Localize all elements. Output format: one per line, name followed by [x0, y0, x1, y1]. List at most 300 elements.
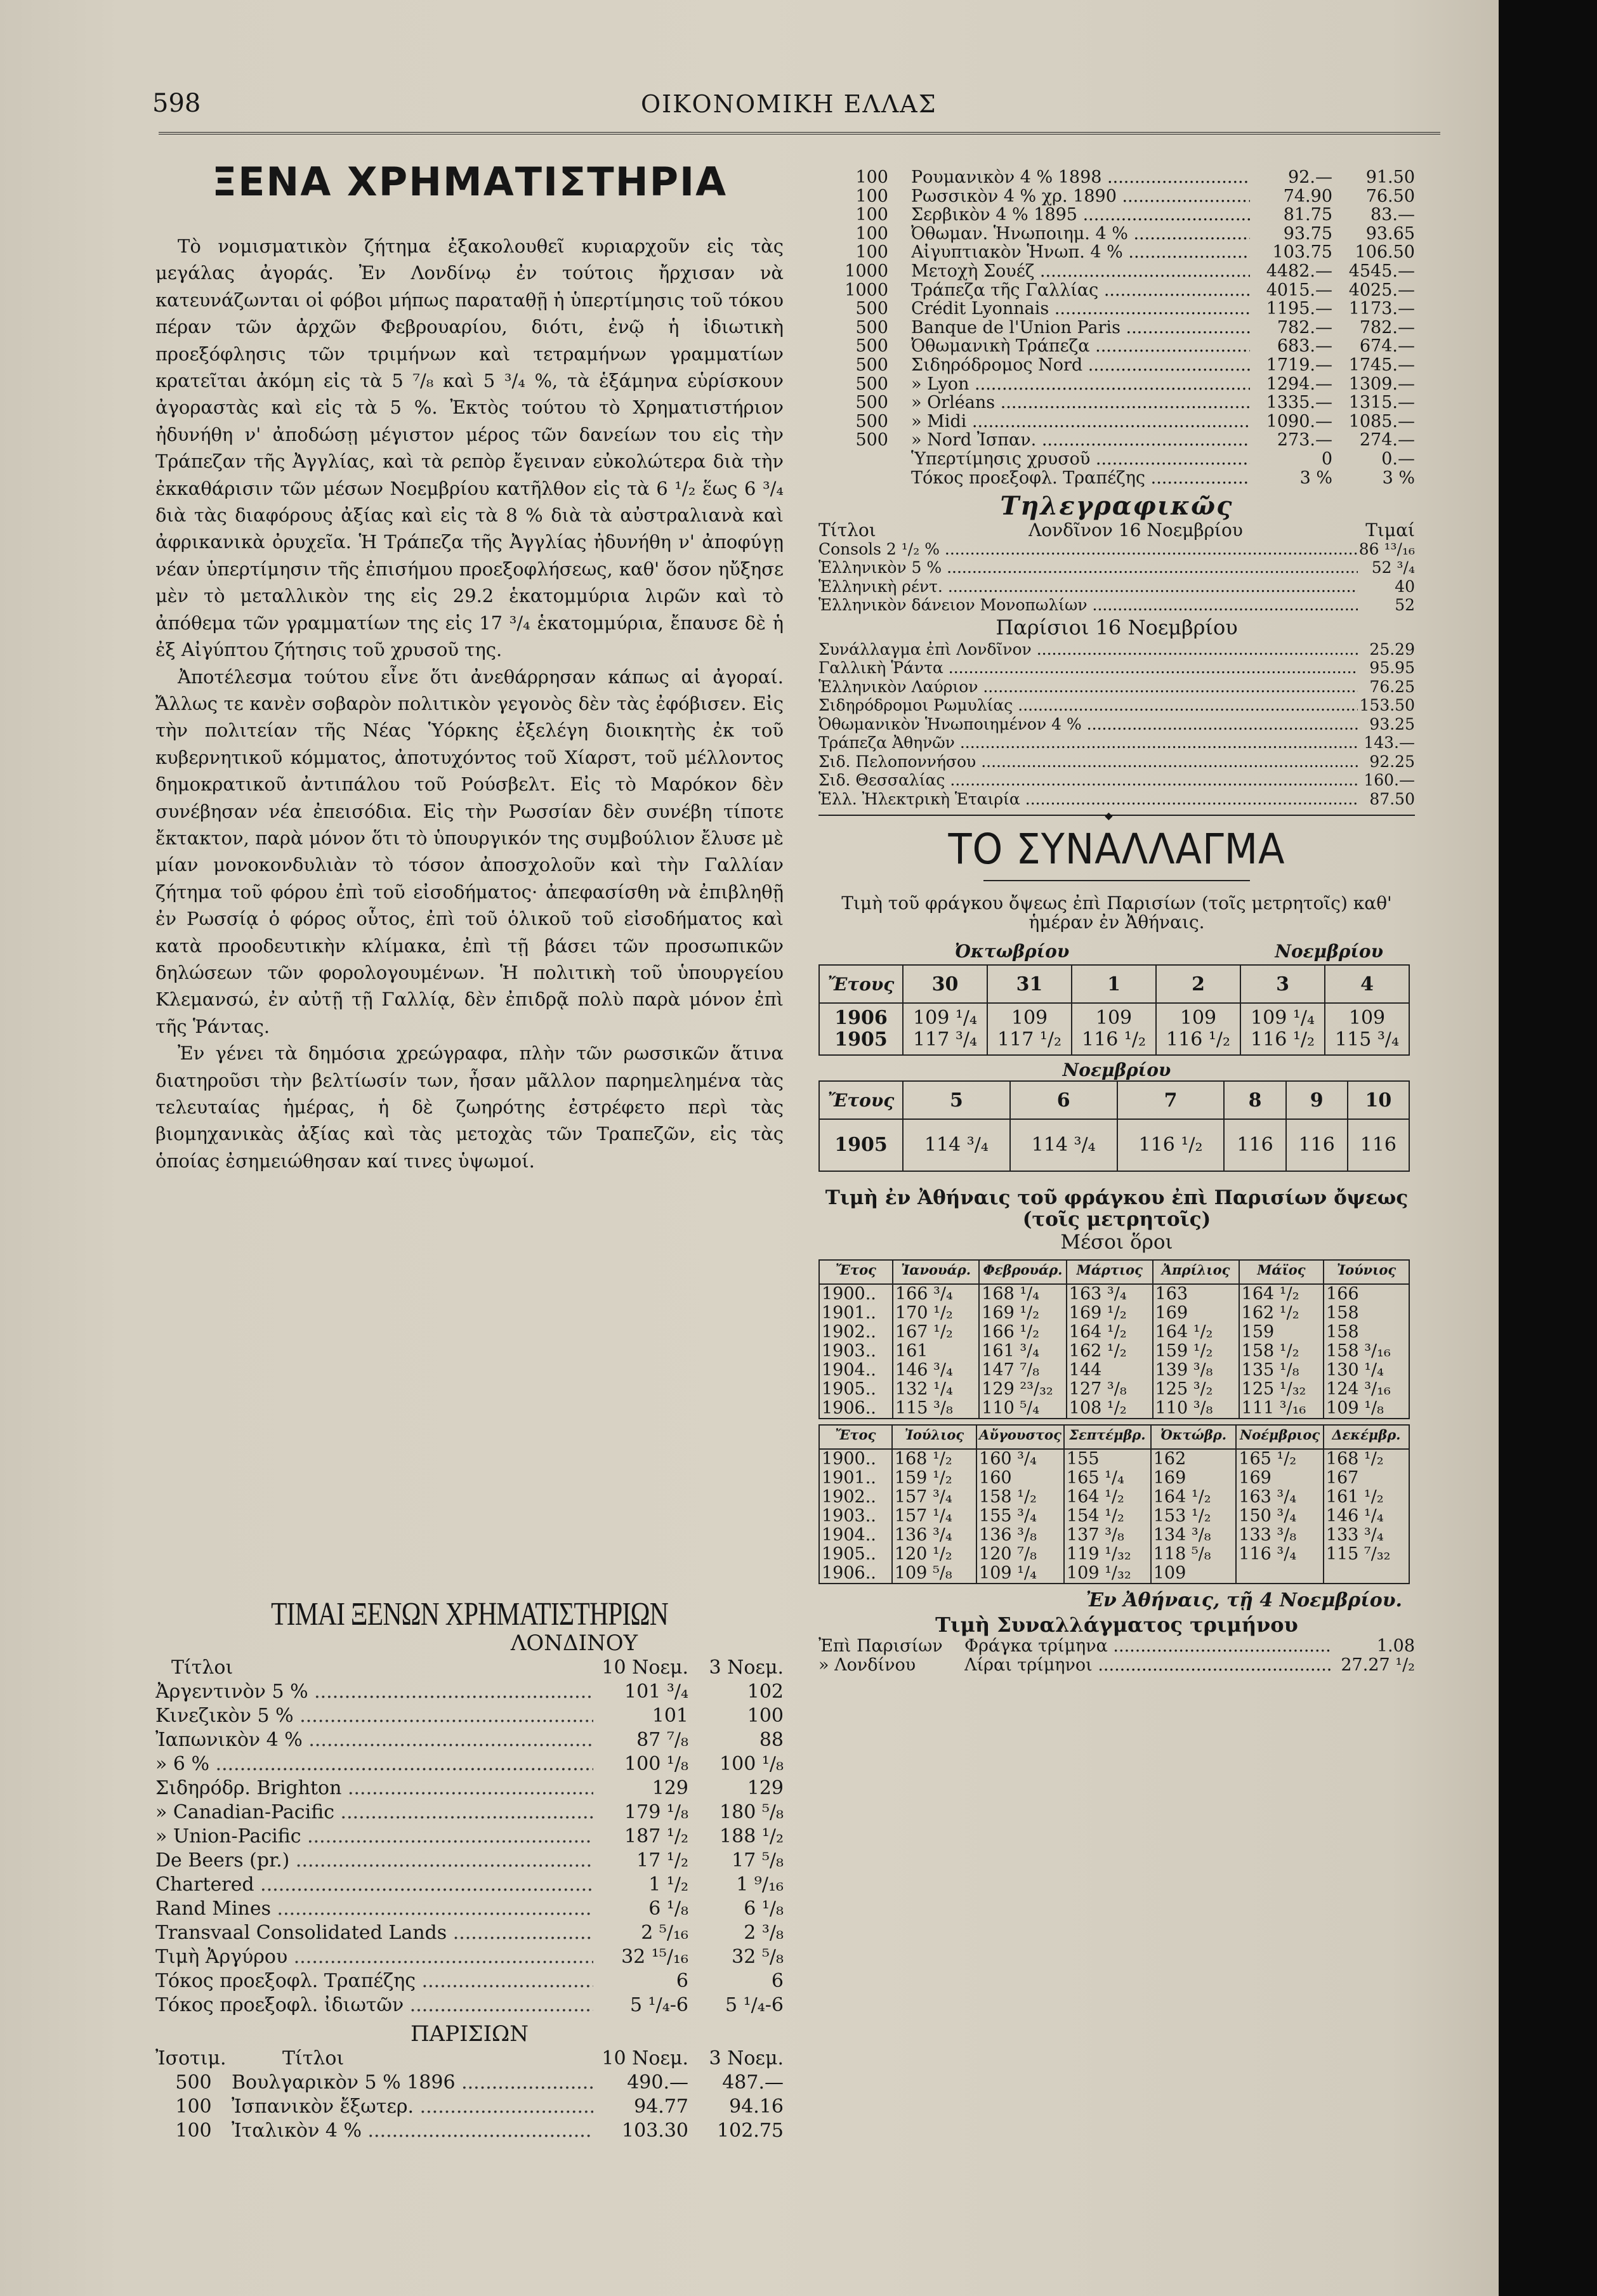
par-value: 1000 [845, 261, 888, 281]
price-previous: 100 [747, 1705, 784, 1727]
month-header: Φεβρουάρ. [979, 1260, 1067, 1284]
average-value: 118 ⁵/₈ [1153, 1544, 1211, 1565]
price-current: 0 [1321, 449, 1332, 469]
rate-value: 109 [1348, 1007, 1386, 1030]
price-previous: 6 ¹/₈ [744, 1898, 784, 1920]
price: 160.— [1364, 771, 1415, 790]
security-name: » Nord Ἰσπαν. ..... [911, 431, 1250, 450]
table-row [819, 1119, 1409, 1171]
security-name: » Orléans ..... [911, 393, 1250, 412]
average-value: 169 [1153, 1468, 1186, 1488]
day-header: 9 [1286, 1081, 1348, 1119]
month-column [1151, 1449, 1237, 1584]
price-current: 100 ¹/₈ [624, 1753, 688, 1775]
average-value: 159 [1241, 1322, 1275, 1342]
price-previous: 129 [747, 1777, 784, 1799]
telegraph-paris-table [818, 640, 1415, 809]
price-previous: 1745.— [1348, 355, 1415, 375]
col-date-a: 10 Νοεμ. [601, 2047, 688, 2070]
price-current: 273.— [1277, 430, 1332, 450]
month-column [1236, 1449, 1324, 1584]
average-value: 109 [1153, 1563, 1186, 1584]
price-previous: 76.50 [1365, 186, 1415, 206]
par-value: 500 [855, 336, 888, 357]
month-header: Ἰούλιος [892, 1425, 976, 1449]
security-name: » Midi ..... [911, 412, 1250, 431]
year-cells [819, 1003, 903, 1055]
telegraph-row [818, 678, 1415, 697]
average-value: 168 ¹/₄ [982, 1284, 1040, 1304]
average-value: 120 ⁷/₈ [979, 1544, 1037, 1565]
rate-value: 116 ¹/₂ [1082, 1028, 1146, 1051]
price-current: 93.75 [1283, 223, 1332, 244]
left-column [155, 159, 784, 1174]
security-name: Σιδηρόδρομος Nord ..... [911, 356, 1250, 375]
year-label: 1901.. [822, 1468, 876, 1488]
year-label: 1905.. [822, 1379, 876, 1400]
rate-cell [987, 1003, 1072, 1055]
paris-row [818, 450, 1415, 469]
security-name: Σερβικὸν 4 % 1895 ..... [911, 206, 1250, 225]
price-current: 3 % [1299, 468, 1332, 488]
price-current: 490.— [627, 2071, 688, 2094]
month-column [1153, 1284, 1239, 1419]
price-previous: 1309.— [1348, 374, 1415, 394]
price-previous: 6 [771, 1970, 784, 1992]
day-header: 8 [1224, 1081, 1285, 1119]
average-value: 165 ¹/₄ [1066, 1468, 1124, 1488]
month-column [1239, 1284, 1324, 1419]
col-title: Τίτλοι [282, 2047, 345, 2070]
telegraph-row [818, 733, 1415, 752]
price-previous: 188 ¹/₂ [720, 1825, 784, 1847]
average-value: 139 ³/₈ [1155, 1360, 1213, 1381]
average-value: 110 ³/₈ [1155, 1398, 1213, 1419]
price: 76.25 [1369, 677, 1415, 696]
average-value: 165 ¹/₂ [1239, 1449, 1297, 1469]
average-value: 147 ⁷/₈ [982, 1360, 1040, 1381]
price-previous: 102.75 [717, 2120, 784, 2142]
fx-rate: 27.27 ¹/₂ [1341, 1655, 1415, 1675]
year-header: Ἔτους [819, 1081, 903, 1119]
security-name: Ἑλληνικὸν Λαύριον ..... [818, 678, 1358, 697]
average-value: 157 ³/₄ [894, 1487, 952, 1507]
daily-rate-table-2 [818, 1080, 1410, 1172]
average-value: 130 ¹/₄ [1326, 1360, 1384, 1381]
security-name: Σιδ. Πελοποννήσου ..... [818, 752, 1358, 771]
fx-place: Ἐπὶ Παρισίων [818, 1636, 943, 1656]
paris-row [818, 225, 1415, 244]
london-row [155, 1945, 784, 1969]
rate-value: 109 [1095, 1007, 1133, 1030]
year-cells [819, 1119, 903, 1171]
london-row [155, 1776, 784, 1801]
average-value: 146 ³/₄ [895, 1360, 953, 1381]
security-name: Τράπεζα τῆς Γαλλίας ..... [911, 281, 1250, 300]
rate-cell [1325, 1003, 1409, 1055]
month-column [976, 1449, 1064, 1584]
telegraph-row [818, 771, 1415, 790]
price: 153.50 [1359, 696, 1415, 715]
table-header-row [819, 1260, 1409, 1284]
london-row [155, 1728, 784, 1752]
month-column [1067, 1284, 1153, 1419]
average-value: 158 [1326, 1322, 1359, 1342]
month-header: Αὔγουστος [976, 1425, 1064, 1449]
year-label: 1906 [834, 1007, 888, 1030]
price-previous: 88 [759, 1729, 784, 1751]
rate-value: 117 ¹/₂ [997, 1028, 1061, 1051]
month-column [1324, 1449, 1409, 1584]
paris-row [818, 431, 1415, 450]
security-name: Ὑπερτίμησις χρυσοῦ ..... [911, 450, 1250, 469]
average-value: 155 ³/₄ [979, 1506, 1037, 1526]
average-value: 158 ³/₁₆ [1326, 1341, 1391, 1361]
telegraph-row [818, 790, 1415, 809]
price-previous: 4025.— [1348, 280, 1415, 300]
london-title: ΛΟΝΔΙΝΟΥ [510, 1630, 638, 1656]
average-value: 111 ³/₁₆ [1241, 1398, 1306, 1419]
price-current: 17 ¹/₂ [636, 1849, 688, 1872]
security-name: Ὀθωμανικὴ Τράπεζα ..... [911, 337, 1250, 356]
average-value: 127 ³/₈ [1068, 1379, 1127, 1400]
security-name: Ὀθωμανικὸν Ἡνωποιημένον 4 % ..... [818, 715, 1358, 734]
paris-row [818, 187, 1415, 206]
average-value: 166 ¹/₂ [982, 1322, 1040, 1342]
price-current: 81.75 [1283, 205, 1332, 225]
price-previous: 674.— [1359, 336, 1415, 357]
rate-cell [1010, 1119, 1117, 1171]
price-current: 1335.— [1266, 393, 1332, 413]
month-header: Μάϊος [1239, 1260, 1324, 1284]
section-title: ΞΕΝΑ ΧΡΗΜΑΤΙΣΤΗΡΙΑ [211, 159, 728, 205]
average-value: 136 ³/₈ [979, 1525, 1037, 1545]
rate-value: 109 [1180, 1007, 1217, 1030]
averages-title: Τιμὴ ἐν Ἀθήναις τοῦ φράγκου ἐπὶ Παρισίων ὄψεως [825, 1186, 1409, 1210]
average-value: 109 ⁵/₈ [894, 1563, 952, 1584]
average-value: 119 ¹/₃₂ [1066, 1544, 1131, 1565]
par-value: 100 [175, 2120, 212, 2142]
security-name: Ρουμανικὸν 4 % 1898 ..... [911, 168, 1250, 187]
average-value: 162 ¹/₂ [1241, 1303, 1299, 1323]
security-name: » Union-Pacific ..... [155, 1825, 593, 1849]
security-name: Ἑλλ. Ἠλεκτρικὴ Ἑταιρία ..... [818, 790, 1358, 809]
telegraph-london-table [818, 540, 1415, 615]
average-value: 109 ¹/₃₂ [1066, 1563, 1131, 1584]
year-label: 1904.. [822, 1360, 876, 1381]
fx-table [818, 1637, 1415, 1674]
par-value: 500 [855, 317, 888, 338]
paris-row [818, 299, 1415, 318]
security-name: Τόκος προεξοφλ. Τραπέζης ..... [911, 469, 1250, 488]
table-header-row [819, 1425, 1409, 1449]
paris-row [818, 412, 1415, 431]
month-header: Ἰανουάρ. [893, 1260, 979, 1284]
security-name: Ἀργεντινὸν 5 % ..... [155, 1680, 593, 1704]
month-column [892, 1449, 976, 1584]
average-value: 162 ¹/₂ [1068, 1341, 1127, 1361]
price-previous: 106.50 [1355, 242, 1415, 263]
average-value: 161 ³/₄ [982, 1341, 1040, 1361]
par-value: 500 [855, 393, 888, 413]
table-body [819, 1449, 1409, 1584]
telegraph-row [818, 558, 1415, 577]
average-value: 168 ¹/₂ [894, 1449, 952, 1469]
average-value: 158 ¹/₂ [1241, 1341, 1299, 1361]
par-value: 500 [855, 411, 888, 431]
rate-value: 116 ¹/₂ [1251, 1028, 1315, 1051]
article-paragraph: Τὸ νομισματικὸν ζήτημα ἐξακολουθεῖ κυριαρχοῦν εἰς τὰς μεγάλας ἀγοράς. Ἐν Λονδίνῳ ἐν τούτοις ἤρχισαν νὰ κατευνάζωνται οἱ φόβοι μήπως παραταθῇ ἡ ὑπερτίμησις τοῦ τόκου πέραν τῶν ἀρχῶν Φεβρουαρίου, διότι, ἐνῷ ἡ ἰδιωτικὴ προεξόφλησις τῶν τριμήνων καὶ τετραμήνων γραμματίων κρατεῖται ἀκόμη εἰς τὰ 5 ⁷/₈ καὶ 5 ³/₄ %, τὰ ἑξάμηνα εὑρίσκουν ἀγοραστὰς καὶ εἰς τὰ 5 %. Ἐκτὸς τούτου τὸ Χρηματιστήριον ἠδυνήθη ν' ἀποδώσῃ μέγιστον μέρος τῶν δανείων του εἰς τὴν Τράπεζαν τῆς Ἀγγλίας, καὶ τὰ ρεπὸρ ἔγειναν εὐκολώτερα διὰ τὴν ἐκκαθάρισιν τῶν μέσων Νοεμβρίου κατῆλθον εἰς τὰ 6 ¹/₂ ἕως 6 ³/₄ διὰ τὰς διαφόρους ἀξίας καὶ εἰς τὰ 8 % διὰ τὰ αὐστραλιανὰ καὶ ἀφρικανικὰ ὀρυχεῖα. Ἡ Τράπεζα τῆς Ἀγγλίας ἠδυνήθη ν' ἀποφύγῃ νέαν ὑπερτίμησιν τῆς ἐπισήμου προεξοφλήσεως, καθ' ὅσον ηὔξησε μὲν τὸ μεταλλικὸν της εἰς 29.2 ἑκατομμύρια λιρῶν καὶ τὸ ἀπόθεμα τῶν γραμματίων της εἰς 17 ³/₄ ἑκατομμύρια, ἔπαυσε δὲ ἡ ἐξ Αἰγύπτου ζήτησις τοῦ χρυσοῦ της. [155, 235, 784, 661]
price: 95.95 [1369, 659, 1415, 678]
average-value: 169 [1239, 1468, 1272, 1488]
daily-rate-table-1 [818, 964, 1410, 1056]
price-current: 6 ¹/₈ [648, 1898, 688, 1920]
london-row [155, 1752, 784, 1776]
par-value: 100 [855, 242, 888, 263]
average-value: 170 ¹/₂ [895, 1303, 953, 1323]
security-name: » Canadian-Pacific ..... [155, 1801, 593, 1825]
average-value: 159 ¹/₂ [1155, 1341, 1213, 1361]
table-body [819, 1284, 1409, 1419]
year-label: 1905 [834, 1134, 888, 1157]
telegraph-title: Τηλεγραφικῶς [1000, 491, 1233, 522]
day-header: 4 [1325, 965, 1409, 1003]
average-value: 124 ³/₁₆ [1326, 1379, 1391, 1400]
par-value: 500 [855, 299, 888, 319]
divider: ◆ [818, 815, 1415, 825]
average-value: 159 ¹/₂ [894, 1468, 952, 1488]
article-paragraph: Ἀποτέλεσμα τούτου εἶνε ὅτι ἀνεθάρρησαν κάπως αἱ ἀγοραί. Ἄλλως τε κανὲν σοβαρὸν πολιτικὸν γεγονὸς δὲν τὰς ἐφόβισεν. Εἰς τὴν πολιτείαν τῆς Νέας Ὑόρκης ἐξελέγη διοικητὴς ἐκ τοῦ κυβερνητικοῦ κόμματος, ἀποτυχόντος τοῦ Χίαρστ, τοῦ μέλλοντος δημοκρατικοῦ ἀντιπάλου τοῦ Ρούσβελτ. Εἰς τὸ Μαρόκον δὲν συνέβησαν νέα ἐπεισόδια. Εἰς τὴν Ρωσσίαν δὲν συνέβη τίποτε ἔκτακτον, παρὰ μόνον ὅτι τὸ ὑπουργικόν της συμβούλιον ἔλυσε μὲ μίαν μονοκονδυλιὰν τὸ τόσον ἀποσχολοῦν καὶ τὴν Γαλλίαν ζήτημα τοῦ φόρου ἐπὶ τοῦ εἰσοδήματος· ἀπεφασίσθη νὰ ἐπιβληθῇ ἐν Ρωσσίᾳ ὁ φόρος οὗτος, ἐπὶ τοῦ ὁλικοῦ τοῦ εἰσοδήματος καὶ κατὰ προοδευτικὴν κλίμακα, ἐπὶ τῇ βάσει τῶν προσωπικῶν δηλώσεων τῶν φορολογουμένων. Ἡ πολιτικὴ τοῦ ὑπουργείου Κλεμανσώ, ἐν αὐτῇ τῇ Γαλλίᾳ, δὲν ἐπιδρᾷ πολὺ παρὰ μόνον ἐπὶ τῆς Ῥάντας. [155, 666, 784, 1037]
monthly-averages-table-1 [818, 1259, 1410, 1419]
average-value: 161 [895, 1341, 928, 1361]
average-value: 166 ³/₄ [895, 1284, 953, 1304]
average-value: 164 ¹/₂ [1068, 1322, 1127, 1342]
year-label: 1906.. [822, 1563, 876, 1584]
security-name: Ἑλληνικὴ ρέντ. ..... [818, 577, 1358, 596]
price-previous: 180 ⁵/₈ [720, 1801, 784, 1823]
price-previous: 274.— [1359, 430, 1415, 450]
telegraph-row [818, 752, 1415, 771]
london-row [155, 1873, 784, 1897]
average-value: 163 [1155, 1284, 1188, 1304]
exchange-title: ΤΟ ΣΥΝΑΛΛΑΓΜΑ [948, 825, 1285, 874]
year-label: 1902.. [822, 1487, 876, 1507]
rate-cell [903, 1003, 987, 1055]
rate-value: 114 ³/₄ [1031, 1134, 1096, 1157]
average-value: 158 [1326, 1303, 1359, 1323]
security-name: Ἰαπωνικὸν 4 % ..... [155, 1728, 593, 1752]
average-value: 168 ¹/₂ [1325, 1449, 1384, 1469]
binding-gutter [1499, 0, 1597, 2296]
rate-value: 116 ¹/₂ [1138, 1134, 1203, 1157]
rate-value: 109 ¹/₄ [1251, 1007, 1315, 1030]
average-value: 166 [1326, 1284, 1359, 1304]
header-rule [159, 132, 1440, 134]
day-header: 7 [1117, 1081, 1225, 1119]
average-value: 164 ¹/₂ [1155, 1322, 1213, 1342]
paris-row [818, 375, 1415, 394]
month-column [893, 1284, 979, 1419]
rate-cell [1348, 1119, 1409, 1171]
security-name: De Beers (pr.) ..... [155, 1849, 593, 1873]
price-current: 4482.— [1266, 261, 1332, 281]
price-current: 101 ³/₄ [624, 1681, 688, 1703]
year-label: 1905.. [822, 1544, 876, 1565]
col-title: Τίτλοι [818, 520, 876, 541]
price: 93.25 [1369, 714, 1415, 733]
price-current: 4015.— [1266, 280, 1332, 300]
table-header-row [819, 1081, 1409, 1119]
average-value: 169 ¹/₂ [1068, 1303, 1127, 1323]
fx-row [818, 1656, 1415, 1675]
rate-cell [1072, 1003, 1156, 1055]
security-name: Γαλλικὴ Ῥάντα ..... [818, 659, 1358, 678]
month-column [1324, 1284, 1409, 1419]
right-column [818, 168, 1415, 1674]
average-value: 163 ³/₄ [1068, 1284, 1127, 1304]
telegraph-row [818, 696, 1415, 715]
price-previous: 91.50 [1365, 167, 1415, 187]
paris-row [818, 243, 1415, 262]
average-value: 146 ¹/₄ [1325, 1506, 1384, 1526]
price-previous: 94.16 [729, 2096, 784, 2118]
month-november-2: Νοεμβρίου [1062, 1059, 1171, 1081]
average-value: 153 ¹/₂ [1153, 1506, 1211, 1526]
rate-value: 109 ¹/₄ [913, 1007, 977, 1030]
price: 87.50 [1369, 789, 1415, 808]
year-label: 1906.. [822, 1398, 876, 1419]
rate-cell [1156, 1003, 1240, 1055]
month-october: Ὀκτωβρίου [954, 941, 1070, 962]
average-value: 164 ¹/₂ [1066, 1487, 1124, 1507]
paris-row [818, 318, 1415, 338]
paris-header [155, 2047, 784, 2071]
average-value: 144 [1068, 1360, 1102, 1381]
london-row [155, 1993, 784, 2017]
year-label: 1903.. [822, 1341, 876, 1361]
fx-unit: Φράγκα τρίμηνα ..... [964, 1637, 1332, 1656]
price-current: 32 ¹⁵/₁₆ [621, 1946, 688, 1968]
paris-dateline: Παρίσιοι 16 Νοεμβρίου [996, 615, 1238, 640]
london-table [155, 1680, 784, 2017]
rate-cell [1240, 1003, 1325, 1055]
price: 40 [1395, 577, 1415, 596]
telegraph-row [818, 577, 1415, 596]
average-value: 129 ²³/₃₂ [982, 1379, 1053, 1400]
telegraph-row [818, 596, 1415, 615]
average-value: 109 ¹/₈ [1326, 1398, 1384, 1419]
rate-value: 115 ³/₄ [1335, 1028, 1399, 1051]
london-row [155, 1921, 784, 1945]
month-column [1064, 1449, 1151, 1584]
par-value: 100 [855, 223, 888, 244]
price-previous: 487.— [722, 2071, 784, 2094]
london-row [155, 1801, 784, 1825]
london-row [155, 1704, 784, 1728]
day-header: 5 [903, 1081, 1010, 1119]
paris-row [818, 337, 1415, 356]
average-value: 116 ³/₄ [1239, 1544, 1297, 1565]
average-value: 115 ³/₈ [895, 1398, 953, 1419]
security-name: » 6 % ..... [155, 1752, 593, 1776]
year-label: 1902.. [822, 1322, 876, 1342]
rate-value: 114 ³/₄ [924, 1134, 989, 1157]
price-current: 1090.— [1266, 411, 1332, 431]
table-row [819, 1003, 1409, 1055]
security-name: Σιδ. Θεσσαλίας ..... [818, 771, 1358, 790]
security-name: » Lyon ..... [911, 375, 1250, 394]
par-value: 100 [855, 186, 888, 206]
fx-place: » Λονδίνου [818, 1655, 916, 1675]
average-value: 158 ¹/₂ [979, 1487, 1037, 1507]
rate-cell [1286, 1119, 1348, 1171]
average-value: 134 ³/₈ [1153, 1525, 1211, 1545]
price-current: 87 ⁷/₈ [636, 1729, 688, 1751]
telegraph-london-header [818, 521, 1415, 540]
price-previous: 3 % [1382, 468, 1415, 488]
paris-table-continued [818, 168, 1415, 487]
rate-value: 116 [1298, 1134, 1335, 1157]
day-header: 2 [1156, 965, 1240, 1003]
month-header: Ἔτος [819, 1425, 892, 1449]
telegraph-row [818, 540, 1415, 559]
page-header [152, 89, 1434, 127]
month-november: Νοεμβρίου [1275, 941, 1383, 962]
security-name: Ὀθωμαν. Ἡνωποιημ. 4 % ..... [911, 225, 1250, 244]
par-value: 500 [855, 355, 888, 375]
paris-row [155, 2119, 784, 2143]
paris-row [818, 393, 1415, 412]
security-name: Ἰσπανικὸν ἔξωτερ. ..... [232, 2095, 593, 2119]
paris-title: ΠΑΡΙΣΙΩΝ [411, 2021, 529, 2047]
day-header: 31 [987, 965, 1072, 1003]
average-value: 169 ¹/₂ [982, 1303, 1040, 1323]
telegraph-row [818, 640, 1415, 659]
average-value: 163 ³/₄ [1239, 1487, 1297, 1507]
price: 92.25 [1369, 752, 1415, 771]
table-header-row [819, 965, 1409, 1003]
average-value: 137 ³/₈ [1066, 1525, 1124, 1545]
price-current: 1294.— [1266, 374, 1332, 394]
averages-title-2: (τοῖς μετρητοῖς) [1022, 1208, 1211, 1231]
average-value: 132 ¹/₄ [895, 1379, 953, 1400]
fx-unit: Λίραι τρίμηνοι ..... [964, 1656, 1332, 1675]
par-value: 500 [175, 2071, 212, 2094]
col-date-a: 10 Νοεμ. [601, 1656, 688, 1679]
average-value: 115 ⁷/₃₂ [1325, 1544, 1391, 1565]
paris-row [155, 2071, 784, 2095]
price-current: 187 ¹/₂ [624, 1825, 688, 1847]
security-name: Βουλγαρικὸν 5 % 1896 ..... [232, 2071, 593, 2095]
rate-cell [1224, 1119, 1285, 1171]
price-current: 103.75 [1272, 242, 1332, 263]
fx-row [818, 1637, 1415, 1656]
paris-row [818, 206, 1415, 225]
month-header: Ἀπρίλιος [1153, 1260, 1239, 1284]
average-value: 133 ³/₄ [1325, 1525, 1384, 1545]
average-value: 169 [1155, 1303, 1188, 1323]
price-previous: 782.— [1359, 317, 1415, 338]
average-value: 110 ⁵/₄ [982, 1398, 1040, 1419]
price-current: 1719.— [1266, 355, 1332, 375]
price: 143.— [1364, 733, 1415, 752]
telegraph-row [818, 715, 1415, 734]
london-row [155, 1825, 784, 1849]
price-previous: 5 ¹/₄-6 [725, 1994, 784, 2016]
month-labels [818, 941, 1415, 962]
price: 25.29 [1369, 640, 1415, 659]
paris-table [155, 2071, 784, 2143]
